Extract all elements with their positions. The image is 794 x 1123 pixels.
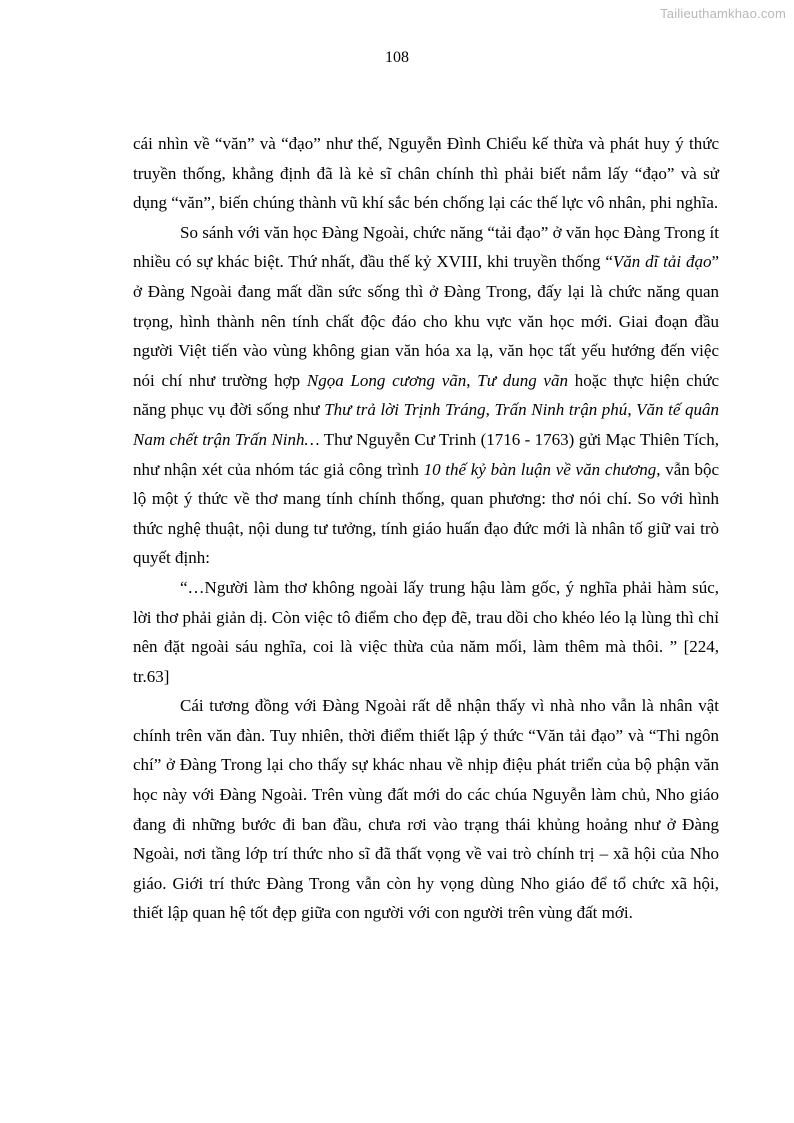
italic-title: Tư dung vãn [477,370,568,390]
watermark: Tailieuthamkhao.com [660,6,786,21]
italic-title: 10 thế kỷ bàn luận về văn chương [423,459,657,479]
text-run: So sánh với văn học Đàng Ngoài, chức năng “tải đạo” ở văn học Đàng Trong ít nhiều có sự khác biệt. Thứ nhất, đầu thế kỷ XVIII, khi truyền thống “ [133,222,719,272]
document-body [133,129,719,928]
text-run: , [485,400,495,420]
text-run: , vẫn bộc lộ một ý thức về thơ mang tính chính thống, quan phương: thơ nói chí. So với hình thức nghệ thuật, nội dung tư tưởng, tính giáo huấn đạo đức mới là nhân tố giữ vai trò quyết định: [133,459,720,568]
text-run: Thư Nguyễn Cư Trinh (1716 - 1763) gửi Mạc Thiên Tích, như nhận xét của nhóm tác giả công trình [133,429,719,479]
paragraph-similarity: Cái tương đồng với Đàng Ngoài rất dễ nhận thấy vì nhà nho vẫn là nhân vật chính trên văn đàn. Tuy nhiên, thời điểm thiết lập ý thức “Văn tải đạo” và “Thi ngôn chí” ở Đàng Trong lại cho thấy sự khác nhau về nhịp điệu phát triển của bộ phận văn học này với Đàng Ngoài. Trên vùng đất mới do các chúa Nguyễn làm chủ, Nho giáo đang đi những bước đi ban đầu, chưa rơi vào trạng thái khủng hoảng như ở Đàng Ngoài, nơi tầng lớp trí thức nho sĩ đã thất vọng về vai trò chính trị – xã hội của Nho giáo. Giới trí thức Đàng Trong vẫn còn hy vọng dùng Nho giáo để tổ chức xã hội, thiết lập quan hệ tốt đẹp giữa con người với con người trên vùng đất mới. [133,696,719,923]
italic-title: Văn dĩ tải đạo [612,252,712,272]
italic-title: Trấn Ninh trận phú [494,400,628,420]
italic-title: Ngọa Long cương vãn [306,370,467,390]
text-run: ” ở Đàng Ngoài đang mất dần sức sống thì ở Đàng Trong, đấy lại là chức năng quan trọng, hình thành nên tính chất độc đáo cho khu vực văn học mới. Giai đoạn đầu người Việt tiến vào vùng không gian văn hóa xa lạ, văn học tất yếu hướng đến việc nói chí như trường hợp [133,252,719,390]
text-run: , [627,400,637,420]
block-quote: “…Người làm thơ không ngoài lấy trung hậu làm gốc, ý nghĩa phải hàm súc, lời thơ phải giản dị. Còn việc tô điểm cho đẹp đẽ, trau dồi cho khéo léo lạ lùng thì chỉ nên đặt ngoài sáu nghĩa, coi là việc thừa của năm mối, làm thêm mà thôi. ” [224, tr.63] [133,577,719,686]
text-run: hoặc thực hiện chức năng phục vụ đời sống như [133,370,719,420]
page-number: 108 [385,49,409,66]
italic-title: Văn tế quân Nam chết trận Trấn Ninh… [133,400,719,449]
paragraph-continuation: cái nhìn về “văn” và “đạo” như thế, Nguyễn Đình Chiểu kế thừa và phát huy ý thức truyền thống, khẳng định đã là kẻ sĩ chân chính thì phải biết nắm lấy “đạo” và sử dụng “văn”, biến chúng thành vũ khí sắc bén chống lại các thế lực vô nhân, phi nghĩa. [133,134,719,213]
italic-title: Thư trả lời Trịnh Tráng [324,400,486,420]
text-run: , [466,370,478,390]
paragraph-comparison [133,218,719,573]
